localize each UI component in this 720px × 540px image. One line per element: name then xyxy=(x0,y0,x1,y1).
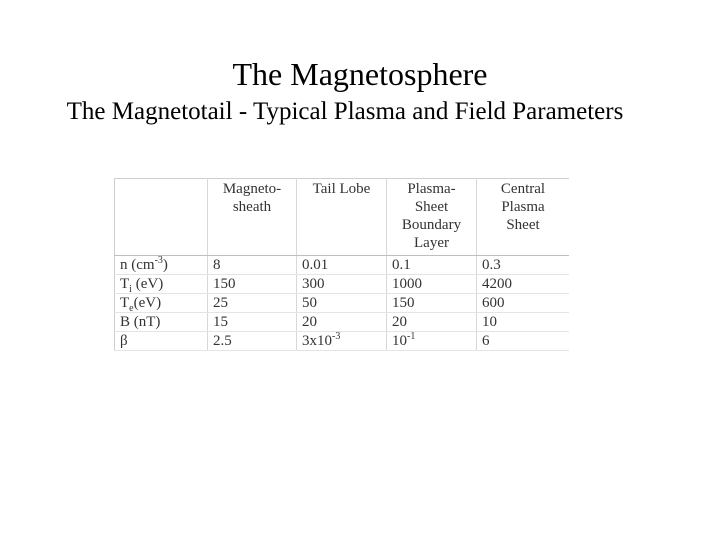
row-label-density: n $(cm^{-3})$ xyxy=(115,256,208,275)
table-cell: 0.3 xyxy=(477,256,570,275)
table-row xyxy=(115,313,570,332)
row-label-ion-temperature: $T_i$ (eV) xyxy=(115,275,208,294)
table-cell: 0.01 xyxy=(297,256,387,275)
table-cell: 600 xyxy=(477,294,570,313)
table-cell: 20 xyxy=(387,313,477,332)
page-title: The Magnetosphere xyxy=(232,56,488,92)
header-cell-central-plasma-sheet: Central Plasma Sheet xyxy=(477,179,570,256)
table-cell: 20 xyxy=(297,313,387,332)
table-cell: $3x10^{-3}$ xyxy=(297,332,387,351)
table-cell: 150 xyxy=(208,275,297,294)
table-row xyxy=(115,294,570,313)
table-cell: 10 xyxy=(477,313,570,332)
parameters-table xyxy=(114,178,569,351)
table-cell: 6 xyxy=(477,332,570,351)
table-cell: 4200 xyxy=(477,275,570,294)
header-cell-plasma-sheet-boundary-layer: Plasma- Sheet Boundary Layer xyxy=(387,179,477,256)
table-cell: 1000 xyxy=(387,275,477,294)
table-header-row xyxy=(115,179,570,256)
parameters-table-container xyxy=(114,178,569,351)
table-row xyxy=(115,256,570,275)
row-label-electron-temperature: $T_e(eV)$ xyxy=(115,294,208,313)
table-cell: 50 xyxy=(297,294,387,313)
header-cell-empty xyxy=(115,179,208,256)
row-label-magnetic-field: B (nT) xyxy=(115,313,208,332)
table-cell: 0.1 xyxy=(387,256,477,275)
table-cell: 15 xyxy=(208,313,297,332)
table-cell: 8 xyxy=(208,256,297,275)
table-cell: $10^{-1}$ xyxy=(387,332,477,351)
table-cell: 150 xyxy=(387,294,477,313)
table-cell: 25 xyxy=(208,294,297,313)
table-cell: 2.5 xyxy=(208,332,297,351)
table-row xyxy=(115,332,570,351)
table-row xyxy=(115,275,570,294)
page-subtitle: The Magnetotail - Typical Plasma and Field Parameters xyxy=(66,98,624,125)
header-cell-magnetosheath: Magneto- sheath xyxy=(208,179,297,256)
header-cell-tail-lobe: Tail Lobe xyxy=(297,179,387,256)
row-label-plasma-beta: β xyxy=(115,332,208,351)
table-cell: 300 xyxy=(297,275,387,294)
